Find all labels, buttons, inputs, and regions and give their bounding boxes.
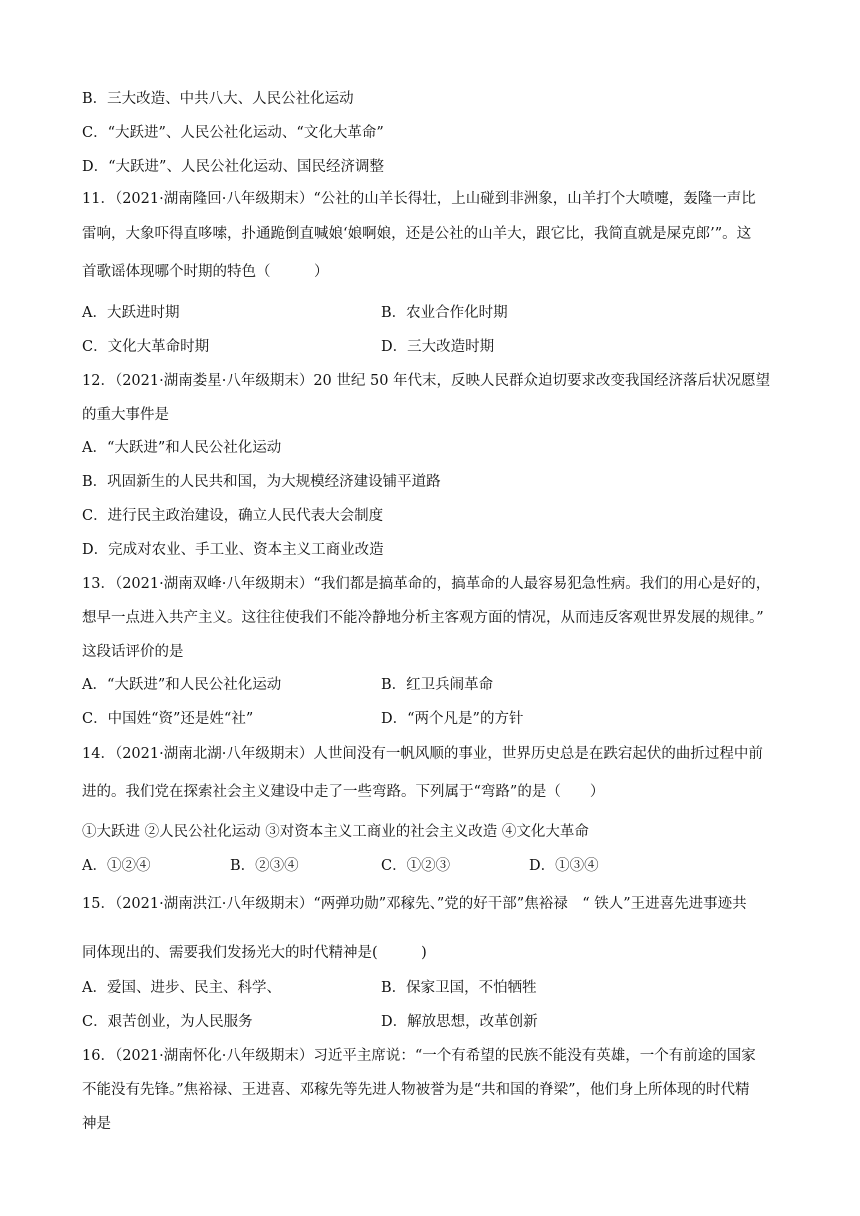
q11-stem-line2: 雷响，大象吓得直哆嗦，扑通跪倒直喊娘‘娘啊娘，还是公社的山羊大，跟它比，我简直就是屎克郎’”。这 [82, 226, 752, 242]
q15-option-c[interactable]: C．艰苦创业，为人民服务 [82, 1014, 253, 1030]
q12-option-b[interactable]: B．巩固新生的人民共和国，为大规模经济建设铺平道路 [82, 474, 441, 490]
q12-option-c[interactable]: C．进行民主政治建设，确立人民代表大会制度 [82, 508, 384, 524]
q13-stem-line2: 想早一点进入共产主义。这往往使我们不能冷静地分析主客观方面的情况，从而违反客观世界发展的规律。” [82, 610, 764, 626]
q12-stem-line1: 12．（2021·湖南娄星·八年级期末）20 世纪 50 年代末，反映人民群众迫切要求改变我国经济落后状况愿望 [82, 373, 771, 389]
q11-stem-line1: 11．（2021·湖南隆回·八年级期末）“公社的山羊长得壮，上山碰到非洲象，山羊打个大喷嚏，轰隆一声比 [82, 191, 756, 207]
q13-option-b[interactable]: B．红卫兵闹革命 [381, 677, 494, 693]
q14-option-a[interactable]: A．①②④ [82, 858, 151, 874]
q11-option-c[interactable]: C．文化大革命时期 [82, 339, 210, 355]
q12-stem-line2: 的重大事件是 [82, 407, 169, 423]
q14-option-d[interactable]: D．①③④ [529, 858, 599, 874]
q13-option-d[interactable]: D．“两个凡是”的方针 [381, 711, 524, 727]
q15-stem-line1: 15．（2021·湖南洪江·八年级期末）“两弹功勋”邓稼先、”党的好干部”焦裕禄 “ 铁人”王进喜先进事迹共 [82, 896, 747, 912]
q15-option-b[interactable]: B．保家卫国，不怕牺牲 [381, 980, 537, 996]
q15-option-a[interactable]: A．爱国、进步、民主、科学、 [82, 980, 281, 996]
q16-stem-line1: 16．（2021·湖南怀化·八年级期末）习近平主席说：“一个有希望的民族不能没有英雄，一个有前途的国家 [82, 1048, 756, 1064]
q11-option-d[interactable]: D．三大改造时期 [381, 339, 495, 355]
prev-option-b[interactable]: B．三大改造、中共八大、人民公社化运动 [82, 91, 354, 107]
q13-stem-line3: 这段话评价的是 [82, 644, 184, 660]
q16-stem-line3: 神是 [82, 1116, 111, 1132]
q11-option-b[interactable]: B．农业合作化时期 [381, 305, 508, 321]
q13-option-a[interactable]: A．“大跃进”和人民公社化运动 [82, 677, 282, 693]
q14-stem-line2: 进的。我们党在探索社会主义建设中走了一些弯路。下列属于“弯路”的是（ ） [82, 784, 605, 800]
prev-option-c[interactable]: C．“大跃进”、人民公社化运动、“文化大革命” [82, 125, 384, 141]
q14-option-c[interactable]: C．①②③ [381, 858, 451, 874]
q11-option-a[interactable]: A．大跃进时期 [82, 305, 180, 321]
q15-option-d[interactable]: D．解放思想，改革创新 [381, 1014, 538, 1030]
q11-stem-line3: 首歌谣体现哪个时期的特色（ ） [82, 264, 329, 280]
q12-option-a[interactable]: A．“大跃进”和人民公社化运动 [82, 440, 282, 456]
q16-stem-line2: 不能没有先锋。”焦裕禄、王进喜、邓稼先等先进人物被誉为是“共和国的脊梁”，他们身上所体现的时代精 [82, 1082, 750, 1098]
q13-stem-line1: 13．（2021·湖南双峰·八年级期末）“我们都是搞革命的，搞革命的人最容易犯急性病。我们的用心是好的， [82, 576, 771, 592]
q14-option-b[interactable]: B．②③④ [230, 858, 299, 874]
prev-option-d[interactable]: D．“大跃进”、人民公社化运动、国民经济调整 [82, 159, 384, 175]
q12-option-d[interactable]: D．完成对农业、手工业、资本主义工商业改造 [82, 542, 384, 558]
q13-option-c[interactable]: C．中国姓“资”还是姓“社” [82, 711, 254, 727]
q15-stem-line2: 同体现出的、需要我们发扬光大的时代精神是( ) [82, 945, 427, 961]
q14-stem-line3: ①大跃进 ②人民公社化运动 ③对资本主义工商业的社会主义改造 ④文化大革命 [82, 824, 589, 840]
q14-stem-line1: 14．（2021·湖南北湖·八年级期末）人世间没有一帆风顺的事业，世界历史总是在跌宕起伏的曲折过程中前 [82, 746, 763, 762]
